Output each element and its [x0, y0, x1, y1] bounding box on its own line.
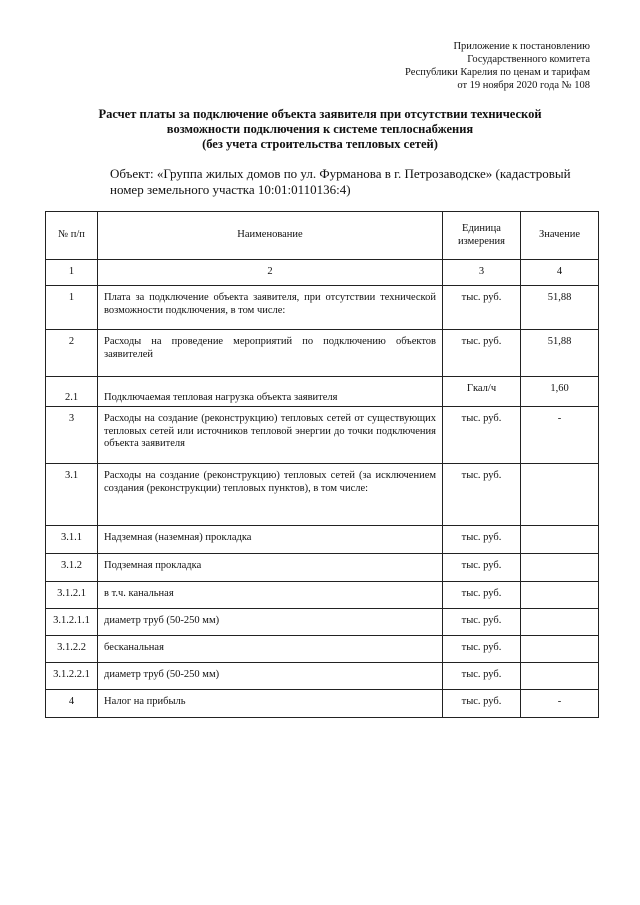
table-row: [46, 464, 599, 526]
row-name: Подключаемая тепловая нагрузка объекта заявителя: [98, 377, 443, 407]
row-name: Надземная (наземная) прокладка: [98, 526, 443, 554]
header-unit: Единица измерения: [443, 212, 521, 260]
table-index-row: [46, 260, 599, 286]
row-unit: тыс. руб.: [443, 636, 521, 663]
row-name: Расходы на создание (реконструкцию) тепловых сетей от существующих тепловых сетей или источников тепловой энергии до точки подключения объекта заявителя: [98, 407, 443, 464]
row-number: 3.1.1: [46, 526, 98, 554]
row-number: 3: [46, 407, 98, 464]
row-unit: тыс. руб.: [443, 526, 521, 554]
table-row: [46, 554, 599, 582]
row-unit: Гкал/ч: [443, 377, 521, 407]
row-unit: тыс. руб.: [443, 582, 521, 609]
row-number: 1: [46, 286, 98, 330]
row-number: 3.1.2: [46, 554, 98, 582]
row-name: бесканальная: [98, 636, 443, 663]
index-cell: 1: [46, 260, 98, 286]
row-unit: тыс. руб.: [443, 407, 521, 464]
row-value: [521, 636, 599, 663]
table-row: [46, 582, 599, 609]
row-number: 4: [46, 690, 98, 718]
row-value: 1,60: [521, 377, 599, 407]
row-unit: тыс. руб.: [443, 663, 521, 690]
table-row: [46, 286, 599, 330]
row-value: [521, 554, 599, 582]
row-name: Расходы на проведение мероприятий по подключению объектов заявителей: [98, 330, 443, 377]
row-unit: тыс. руб.: [443, 609, 521, 636]
table-row: [46, 330, 599, 377]
row-name: Налог на прибыль: [98, 690, 443, 718]
row-name: Подземная прокладка: [98, 554, 443, 582]
row-value: -: [521, 690, 599, 718]
header-name: Наименование: [98, 212, 443, 260]
row-value: [521, 663, 599, 690]
index-cell: 4: [521, 260, 599, 286]
title-line: Расчет платы за подключение объекта заявителя при отсутствии технической: [98, 107, 542, 121]
row-value: 51,88: [521, 286, 599, 330]
row-value: -: [521, 407, 599, 464]
annex-line: Государственного комитета: [467, 54, 590, 65]
index-cell: 3: [443, 260, 521, 286]
row-value: [521, 609, 599, 636]
annex-line: Приложение к постановлению: [453, 41, 590, 52]
row-value: [521, 526, 599, 554]
row-name: диаметр труб (50-250 мм): [98, 609, 443, 636]
table-row: [46, 690, 599, 718]
table-row: [46, 407, 599, 464]
row-name: диаметр труб (50-250 мм): [98, 663, 443, 690]
table-row: [46, 609, 599, 636]
document-title: [60, 107, 580, 152]
row-unit: тыс. руб.: [443, 330, 521, 377]
row-number: 2: [46, 330, 98, 377]
object-description: Объект: «Группа жилых домов по ул. Фурманова в г. Петрозаводске» (кадастровый номер земельного участка 10:01:0110136:4): [110, 166, 571, 197]
row-number: 3.1.2.2: [46, 636, 98, 663]
row-value: [521, 582, 599, 609]
header-number: № п/п: [46, 212, 98, 260]
header-value: Значение: [521, 212, 599, 260]
row-unit: тыс. руб.: [443, 554, 521, 582]
title-line: возможности подключения к системе теплоснабжения: [166, 122, 474, 136]
row-value: [521, 464, 599, 526]
index-cell: 2: [98, 260, 443, 286]
row-name: в т.ч. канальная: [98, 582, 443, 609]
annex-line: Республики Карелия по ценам и тарифам: [405, 67, 590, 78]
row-number: 3.1: [46, 464, 98, 526]
table-row: [46, 526, 599, 554]
table-header-row: [46, 212, 599, 260]
title-line: (без учета строительства тепловых сетей): [202, 137, 438, 151]
row-name: Расходы на создание (реконструкцию) тепловых сетей (за исключением создания (реконструкции) тепловых пунктов), в том числе:: [98, 464, 443, 526]
calculation-table: [45, 211, 599, 718]
table-row: [46, 663, 599, 690]
annex-note: [405, 40, 590, 92]
row-unit: тыс. руб.: [443, 690, 521, 718]
row-number: 3.1.2.1.1: [46, 609, 98, 636]
row-name: Плата за подключение объекта заявителя, при отсутствии технической возможности подключения, в том числе:: [98, 286, 443, 330]
row-number: 3.1.2.1: [46, 582, 98, 609]
row-value: 51,88: [521, 330, 599, 377]
row-number: 3.1.2.2.1: [46, 663, 98, 690]
annex-line: от 19 ноября 2020 года № 108: [457, 80, 590, 91]
table-row: [46, 377, 599, 407]
table-row: [46, 636, 599, 663]
row-unit: тыс. руб.: [443, 286, 521, 330]
row-number: 2.1: [46, 377, 98, 407]
row-unit: тыс. руб.: [443, 464, 521, 526]
